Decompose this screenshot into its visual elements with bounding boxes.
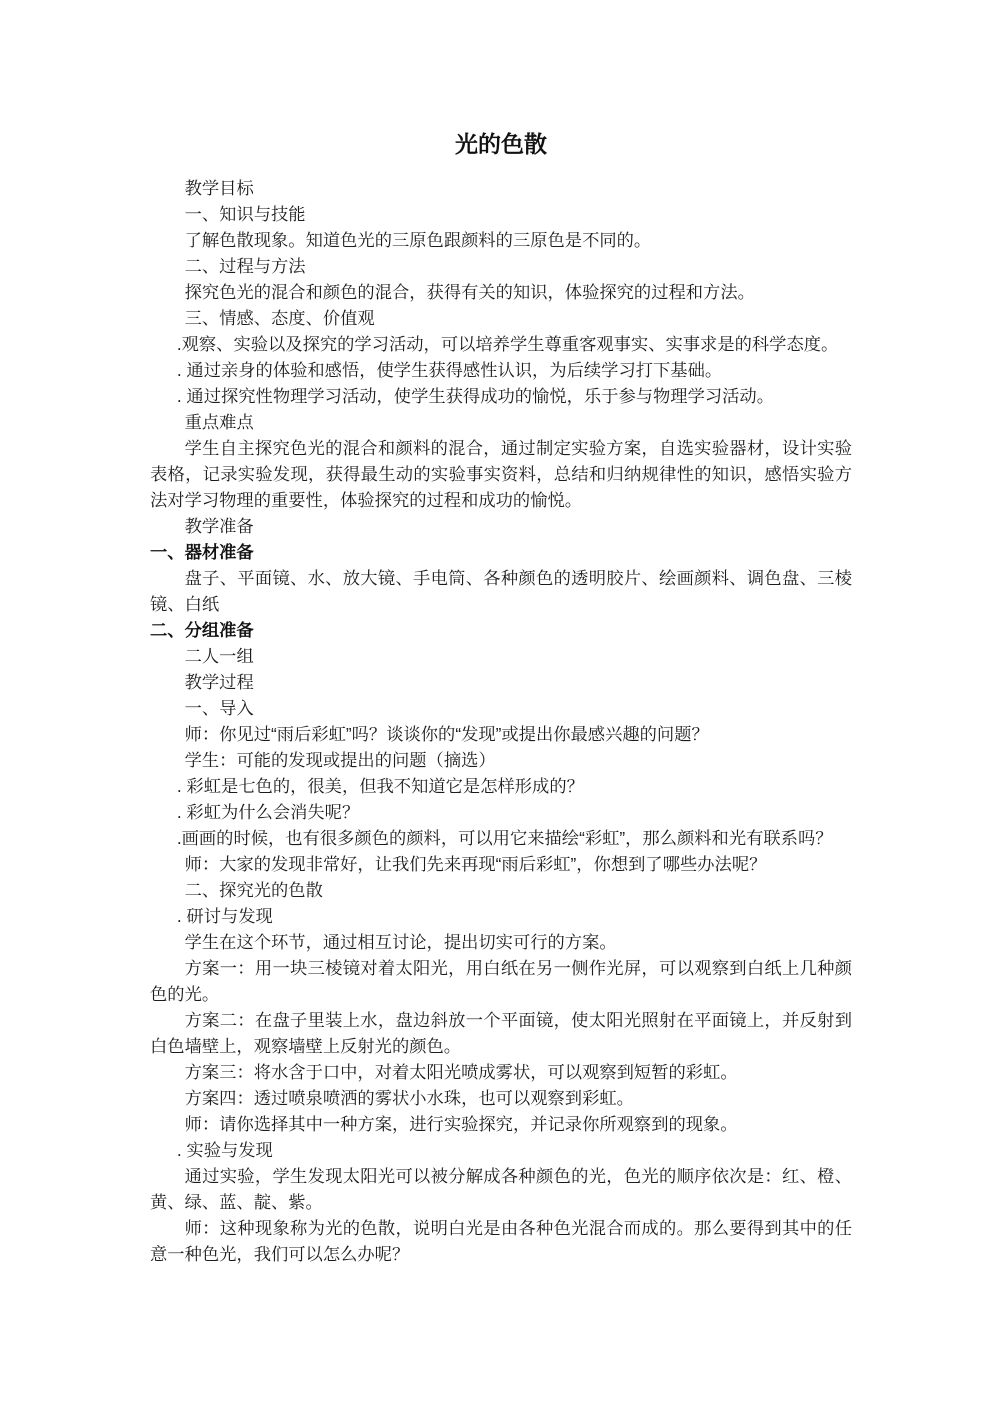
paragraph: . 彩虹是七色的，很美，但我不知道它是怎样形成的？ — [176, 776, 584, 796]
paragraph: 教学过程 — [184, 672, 254, 692]
paragraph: 学生：可能的发现或提出的问题（摘选） — [184, 750, 496, 770]
paragraph: . 通过探究性物理学习活动，使学生获得成功的愉悦，乐于参与物理学习活动。 — [176, 386, 774, 406]
paragraph: 一、知识与技能 — [184, 204, 306, 224]
paragraph: 师：大家的发现非常好，让我们先来再现“雨后彩虹”，你想到了哪些办法呢？ — [184, 854, 767, 874]
paragraph: .观察、实验以及探究的学习活动，可以培养学生尊重客观事实、实事求是的科学态度。 — [176, 334, 839, 354]
paragraph: . 研讨与发现 — [176, 906, 273, 926]
document-body — [150, 175, 852, 1267]
paragraph: 方案一：用一块三棱镜对着太阳光，用白纸在另一侧作光屏，可以观察到白纸上几种颜色的光。 — [150, 958, 852, 1004]
paragraph: 方案二：在盘子里装上水，盘边斜放一个平面镜，使太阳光照射在平面镜上，并反射到白色墙壁上，观察墙壁上反射光的颜色。 — [150, 1010, 852, 1056]
paragraph: 通过实验，学生发现太阳光可以被分解成各种颜色的光，色光的顺序依次是：红、橙、黄、绿、蓝、靛、紫。 — [150, 1166, 852, 1212]
section-heading: 二、分组准备 — [150, 620, 254, 640]
paragraph: 二、探究光的色散 — [184, 880, 323, 900]
paragraph: 二、过程与方法 — [184, 256, 306, 276]
section-heading: 一、器材准备 — [150, 542, 254, 562]
paragraph: 学生自主探究色光的混合和颜料的混合，通过制定实验方案，自选实验器材，设计实验表格，记录实验发现，获得最生动的实验事实资料，总结和归纳规律性的知识，感悟实验方法对学习物理的重要性，体验探究的过程和成功的愉悦。 — [150, 438, 852, 510]
paragraph: 师：请你选择其中一种方案，进行实验探究，并记录你所观察到的现象。 — [184, 1114, 738, 1134]
paragraph: 了解色散现象。知道色光的三原色跟颜料的三原色是不同的。 — [184, 230, 652, 250]
paragraph: 教学目标 — [184, 178, 254, 198]
paragraph: 学生在这个环节，通过相互讨论，提出切实可行的方案。 — [184, 932, 617, 952]
paragraph: 方案四：透过喷泉喷洒的雾状小水珠，也可以观察到彩虹。 — [184, 1088, 634, 1108]
paragraph: 三、情感、态度、价值观 — [184, 308, 375, 328]
paragraph: 探究色光的混合和颜色的混合，获得有关的知识，体验探究的过程和方法。 — [184, 282, 755, 302]
paragraph: . 通过亲身的体验和感悟，使学生获得感性认识，为后续学习打下基础。 — [176, 360, 723, 380]
paragraph: 师：这种现象称为光的色散，说明白光是由各种色光混合而成的。那么要得到其中的任意一种色光，我们可以怎么办呢？ — [150, 1218, 852, 1264]
paragraph: 盘子、平面镜、水、放大镜、手电筒、各种颜色的透明胶片、绘画颜料、调色盘、三棱镜、白纸 — [150, 568, 852, 614]
paragraph: 二人一组 — [184, 646, 254, 666]
paragraph: 方案三：将水含于口中，对着太阳光喷成雾状，可以观察到短暂的彩虹。 — [184, 1062, 738, 1082]
paragraph: . 实验与发现 — [176, 1140, 273, 1160]
paragraph: 教学准备 — [184, 516, 254, 536]
document-title: 光的色散 — [455, 131, 547, 157]
paragraph: 一、导入 — [184, 698, 254, 718]
paragraph: 重点难点 — [184, 412, 254, 432]
paragraph: 师：你见过“雨后彩虹”吗？谈谈你的“发现”或提出你最感兴趣的问题？ — [184, 724, 709, 744]
paragraph: . 彩虹为什么会消失呢？ — [176, 802, 360, 822]
paragraph: .画画的时候，也有很多颜色的颜料，可以用它来描绘“彩虹”，那么颜料和光有联系吗？ — [176, 828, 833, 848]
